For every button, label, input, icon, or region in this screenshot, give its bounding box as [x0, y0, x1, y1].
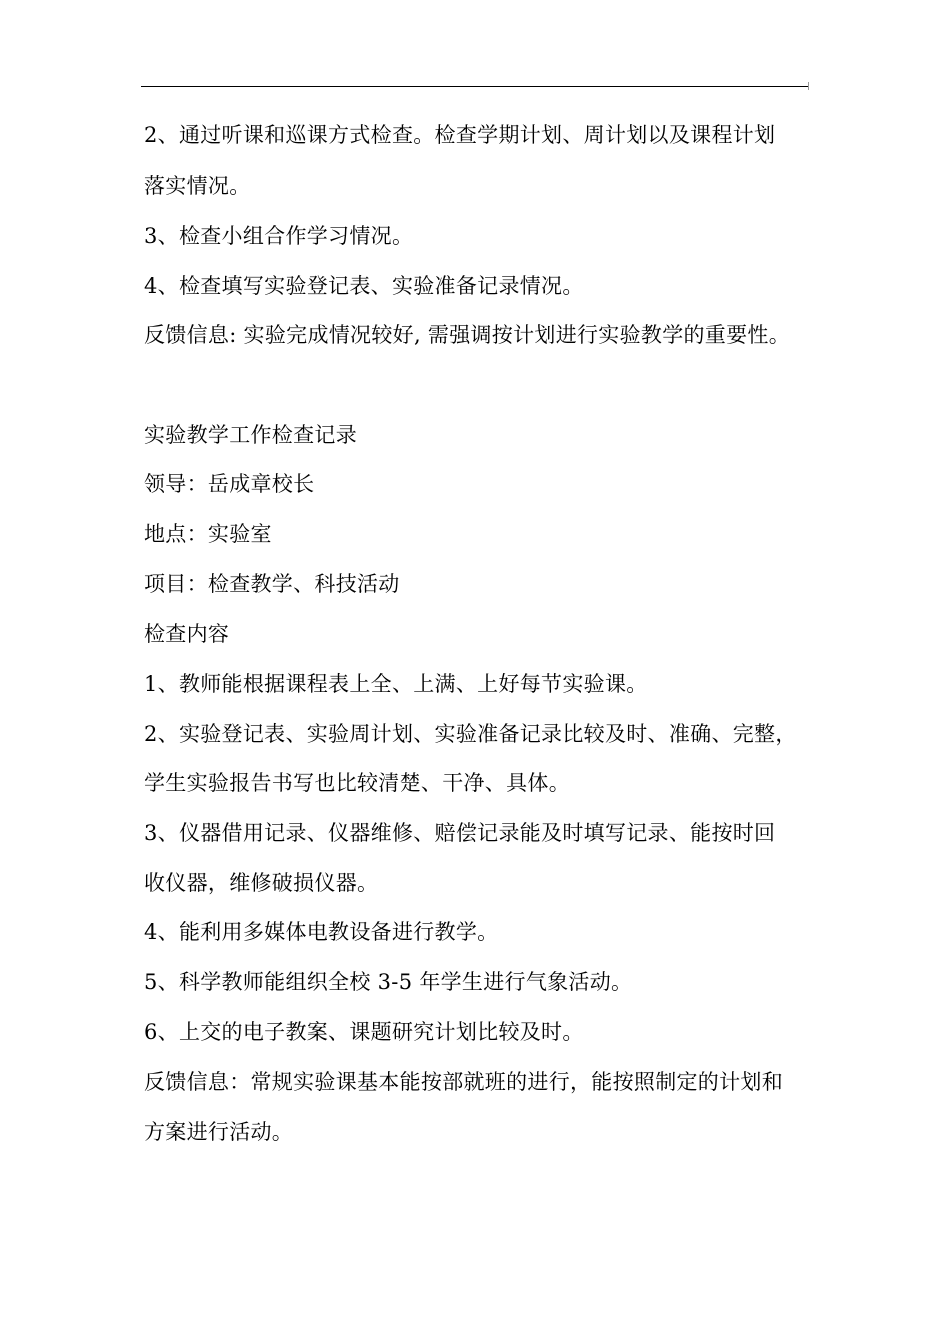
section2-feedback-line1: 反馈信息：常规实验课基本能按部就班的进行，能按照制定的计划和 — [144, 1070, 783, 1094]
section2-item1: 1、教师能根据课程表上全、上满、上好每节实验课。 — [144, 672, 648, 696]
section2-item6: 6、上交的电子教案、课题研究计划比较及时。 — [144, 1020, 584, 1044]
section2-title: 实验教学工作检查记录 — [144, 423, 357, 447]
section1-item2-line2: 落实情况。 — [144, 174, 251, 198]
section2-project: 项目：检查教学、科技活动 — [144, 572, 400, 596]
section2-item3-line1: 3、仪器借用记录、仪器维修、赔偿记录能及时填写记录、能按时回 — [144, 821, 776, 845]
section1-item3: 3、检查小组合作学习情况。 — [144, 224, 414, 248]
section2-item4: 4、能利用多媒体电教设备进行教学。 — [144, 920, 499, 944]
section1-item2-line1: 2、通过听课和巡课方式检查。检查学期计划、周计划以及课程计划 — [144, 123, 776, 147]
section2-item2-line1: 2、实验登记表、实验周计划、实验准备记录比较及时、准确、完整， — [144, 722, 797, 746]
header-rule-tick — [808, 82, 809, 90]
section2-item2-line2: 学生实验报告书写也比较清楚、干净、具体。 — [144, 771, 570, 795]
section2-item5: 5、科学教师能组织全校 3-5 年学生进行气象活动。 — [144, 970, 633, 994]
section2-feedback-line2: 方案进行活动。 — [144, 1120, 294, 1144]
section2-content-heading: 检查内容 — [144, 622, 230, 646]
header-rule — [141, 86, 809, 87]
section2-location: 地点：实验室 — [144, 522, 272, 546]
section2-leader: 领导：岳成章校长 — [144, 472, 315, 496]
section1-item4: 4、检查填写实验登记表、实验准备记录情况。 — [144, 274, 584, 298]
section1-feedback: 反馈信息: 实验完成情况较好, 需强调按计划进行实验教学的重要性。 — [144, 323, 790, 347]
section2-item3-line2: 收仪器，维修破损仪器。 — [144, 871, 379, 895]
